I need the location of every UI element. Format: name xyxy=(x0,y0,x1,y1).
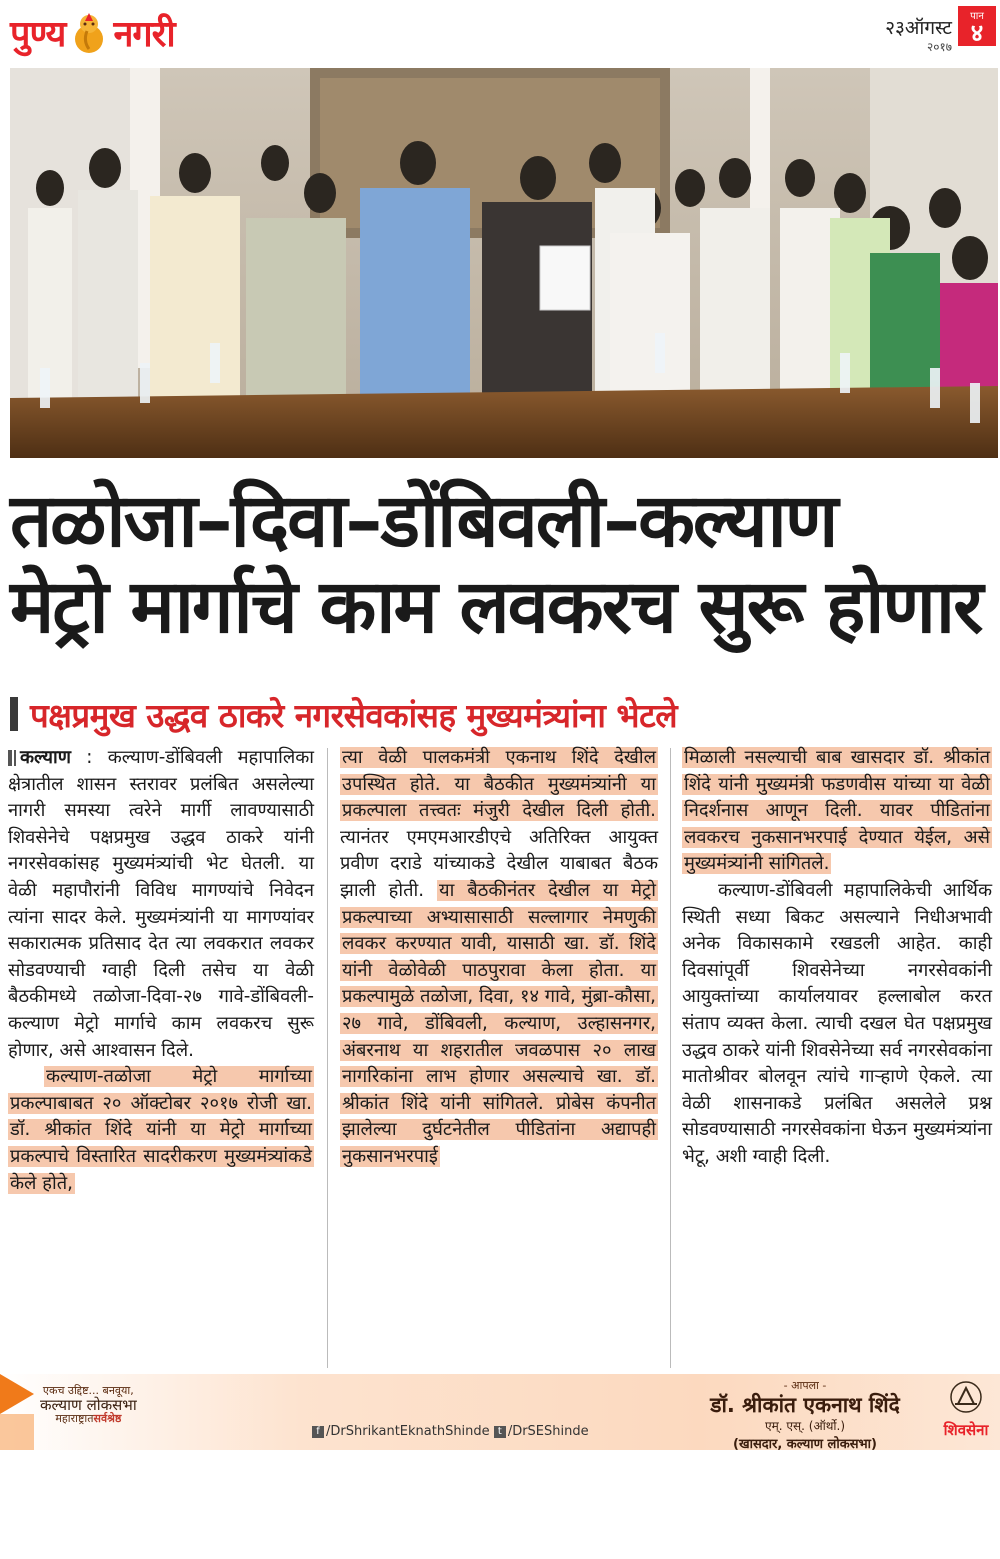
twitter-handle[interactable]: /DrSEShinde xyxy=(507,1424,589,1439)
brand-word-right: नगरी xyxy=(113,13,175,55)
slogan-line-1: एकच उद्दिष्ट... बनवूया, xyxy=(42,1384,134,1397)
bow-arrow-icon xyxy=(949,1380,983,1414)
slogan xyxy=(40,1384,137,1426)
news-photo xyxy=(10,68,998,458)
dateline-marker xyxy=(8,750,12,766)
article-column-1 xyxy=(8,745,314,1197)
signature-degree: एम्. एस्. (ऑर्थो.) xyxy=(764,1419,846,1433)
saffron-flag-icon xyxy=(0,1374,34,1450)
issue-date-day-month: २३ऑगस्ट xyxy=(885,17,952,39)
party-name: शिवसेना xyxy=(943,1421,989,1439)
column-3-paragraph-1 xyxy=(682,745,992,878)
facebook-icon: f xyxy=(312,1426,324,1438)
column-divider xyxy=(670,748,671,1368)
ganesha-emblem-icon xyxy=(69,9,109,55)
column-divider xyxy=(327,748,328,1368)
article-column-2 xyxy=(340,745,658,1171)
issue-date-year: २०१७ xyxy=(927,40,952,54)
column-1-text: : कल्याण-डोंबिवली महापालिका क्षेत्रातील शासन स्तरावर प्रलंबित असलेल्या नागरी समस्या त्वरेने मार्गी लावण्यासाठी शिवसेनेचे पक्षप्रमुख उद्धव ठाकरे यांनी नगरसेवकांसह मुख्यमंत्र्यांची भेट घेतली. या वेळी महापौरांनी विविध मागण्यांचे निवेदन त्यांना सादर केले. मुख्यमंत्र्यांनी या मागण्यांवर सकारात्मक प्रतिसाद देत त्या लवकरात लवकर सोडवण्याची ग्वाही दिली तसेच या वेळी बैठकीमध्ये तळोजा-दिवा-२७ गावे-डोंबिवली-कल्याण मेट्रो मार्गाचे काम लवकरच सुरू होणार, असे आश्वासन दिले. xyxy=(8,747,314,1061)
signature-prefix: - आपला - xyxy=(783,1379,827,1392)
slogan-best: सर्वश्रेष्ठ xyxy=(93,1412,122,1425)
column-2-paragraph-1 xyxy=(340,745,658,1171)
party-badge xyxy=(938,1380,994,1440)
highlighted-text: कल्याण-तळोजा मेट्रो मार्गाच्या प्रकल्पाबाबत २० ऑक्टोबर २०१७ रोजी खा. डॉ. श्रीकांत शिंदे यांनी या मेट्रो मार्गाच्या प्रकल्पाचे विस्तारित सादरीकरण मुख्यमंत्र्यांकडे केले होते, xyxy=(10,1066,312,1194)
advertisement-banner xyxy=(0,1374,1000,1450)
slogan-line-3-prefix: महाराष्ट्रात xyxy=(55,1412,94,1425)
highlighted-text: मिळाली नसल्याची बाब खासदार डॉ. श्रीकांत शिंदे यांनी मुख्यमंत्री फडणवीस यांच्या या वेळी निदर्शनास आणून दिली. यावर पीडितांना लवकरच नुकसानभरपाई देण्यात येईल, असे मुख्यमंत्र्यांनी सांगितले. xyxy=(684,747,990,875)
column-3-text: कल्याण-डोंबिवली महापालिकेची आर्थिक स्थिती सध्या बिकट असल्याने निधीअभावी अनेक विकासकामे रखडली आहेत. काही दिवसांपूर्वी शिवसेनेच्या नगरसेवकांनी आयुक्तांच्या कार्यालयावर हल्लाबोल करत संताप व्यक्त केला. त्याची दखल घेत पक्षप्रमुख उद्धव ठाकरे यांनी शिवसेनेच्या सर्व नगरसेवकांना मातोश्रीवर बोलवून त्यांचे गाऱ्हाणे ऐकले. त्या वेळी शासनाकडे प्रलंबित असलेले प्रश्न सोडवण्यासाठी नगरसेवकांना घेऊन मुख्यमंत्र्यांना भेटू, अशी ग्वाही दिली. xyxy=(682,879,992,1167)
headline-line-1: तळोजा–दिवा–डोंबिवली–कल्याण xyxy=(10,478,837,564)
signature-block xyxy=(680,1378,930,1452)
column-1-paragraph-1 xyxy=(8,745,314,1064)
facebook-handle[interactable]: /DrShrikantEknathShinde xyxy=(326,1424,490,1439)
headline xyxy=(10,478,995,650)
highlighted-text: या बैठकीनंतर देखील या मेट्रो प्रकल्पाच्या अभ्यासासाठी सल्लागार नेमणुकी लवकर करण्यात यावी, यासाठी खा. डॉ. शिंदे यांनी वेळोवेळी पाठपुरावा केला होता. या प्रकल्पामुळे तळोजा, दिवा, १४ गावे, मुंब्रा-कौसा, २७ गावे, डोंबिवली, कल्याण, उल्हासनगर, अंबरनाथ या शहरातील जवळपास २० लाख नागरिकांना लाभ होणार असल्याचे खा. डॉ. श्रीकांत शिंदे यांनी सांगितले. प्रोबेस कंपनीत झालेल्या दुर्घटनेतील पीडितांना अद्यापही नुकसानभरपाई xyxy=(342,879,657,1167)
subheadline-bar xyxy=(10,697,18,731)
slogan-line-2: कल्याण लोकसभा xyxy=(40,1396,137,1414)
signature-post: (खासदार, कल्याण लोकसभा) xyxy=(733,1437,877,1452)
subheadline xyxy=(10,692,995,736)
column-3-paragraph-2 xyxy=(682,878,992,1171)
signature-name: डॉ. श्रीकांत एकनाथ शिंदे xyxy=(710,1393,900,1417)
highlighted-text: त्या वेळी पालकमंत्री एकनाथ शिंदे देखील उपस्थित होते. या बैठकीत मुख्यमंत्र्यांनी या प्रकल्पाला तत्त्वतः मंजुरी देखील दिली होती. xyxy=(342,747,656,822)
brand-word-left: पुण्य xyxy=(10,13,66,55)
newspaper-logo xyxy=(10,6,175,58)
column-1-paragraph-2 xyxy=(8,1064,314,1197)
subheadline-text: पक्षप्रमुख उद्धव ठाकरे नगरसेवकांसह मुख्यमंत्र्यांना भेटले xyxy=(30,695,678,735)
issue-date xyxy=(885,14,952,55)
twitter-icon: t xyxy=(494,1426,506,1438)
headline-line-2: मेट्रो मार्गाचे काम लवकरच सुरू होणार xyxy=(10,564,982,650)
slogan-line-3 xyxy=(40,1412,137,1426)
dateline-marker-2 xyxy=(14,750,16,766)
page-number-value: ४ xyxy=(970,19,984,47)
masthead xyxy=(0,0,1000,70)
page-number-label: पान xyxy=(970,11,984,22)
column-2-text: त्यानंतर एमएमआरडीएचे अतिरिक्त आयुक्त प्रवीण दराडे यांच्याकडे देखील याबाबत बैठक झाली होती. xyxy=(340,826,658,901)
dateline: कल्याण xyxy=(20,747,71,768)
article-column-3 xyxy=(682,745,992,1171)
social-links xyxy=(312,1424,589,1439)
page-number-badge xyxy=(958,6,996,46)
